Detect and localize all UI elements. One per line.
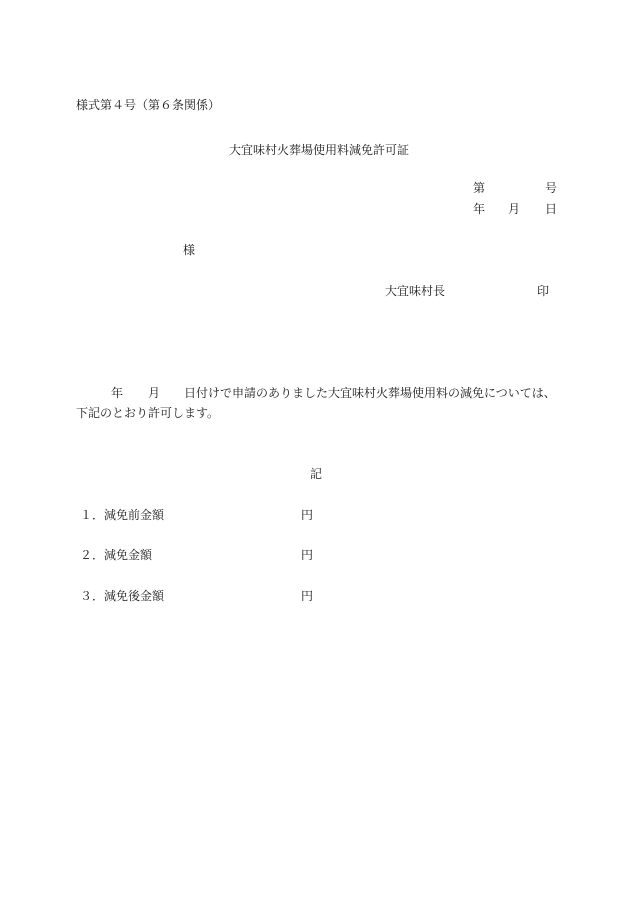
number-suffix: 号: [545, 181, 558, 195]
date-month: 月: [508, 202, 521, 216]
body-line2: 下記のとおり許可します。: [76, 406, 220, 420]
document-title: 大宜味村火葬場使用料減免許可証: [229, 143, 410, 157]
body-month: 月: [148, 386, 161, 400]
ki-heading: 記: [310, 467, 323, 481]
form-label: 様式第４号（第６条関係）: [76, 98, 221, 112]
number-prefix: 第: [473, 181, 486, 195]
item-label: ２．減免金額: [80, 548, 153, 562]
item-label: ３．減免後金額: [80, 589, 165, 603]
item-label: １．減免前金額: [80, 508, 165, 522]
addressee-suffix: 様: [183, 243, 196, 257]
item-unit: 円: [301, 589, 314, 603]
issuer-name: 大宜味村長: [385, 284, 446, 298]
item-unit: 円: [301, 548, 314, 562]
date-day: 日: [545, 202, 558, 216]
item-unit: 円: [301, 508, 314, 522]
date-year: 年: [473, 202, 486, 216]
body-line1: 日付けで申請のありました大宜味村火葬場使用料の減免については、: [184, 386, 556, 400]
body-year: 年: [111, 386, 124, 400]
seal-mark: 印: [537, 284, 550, 298]
